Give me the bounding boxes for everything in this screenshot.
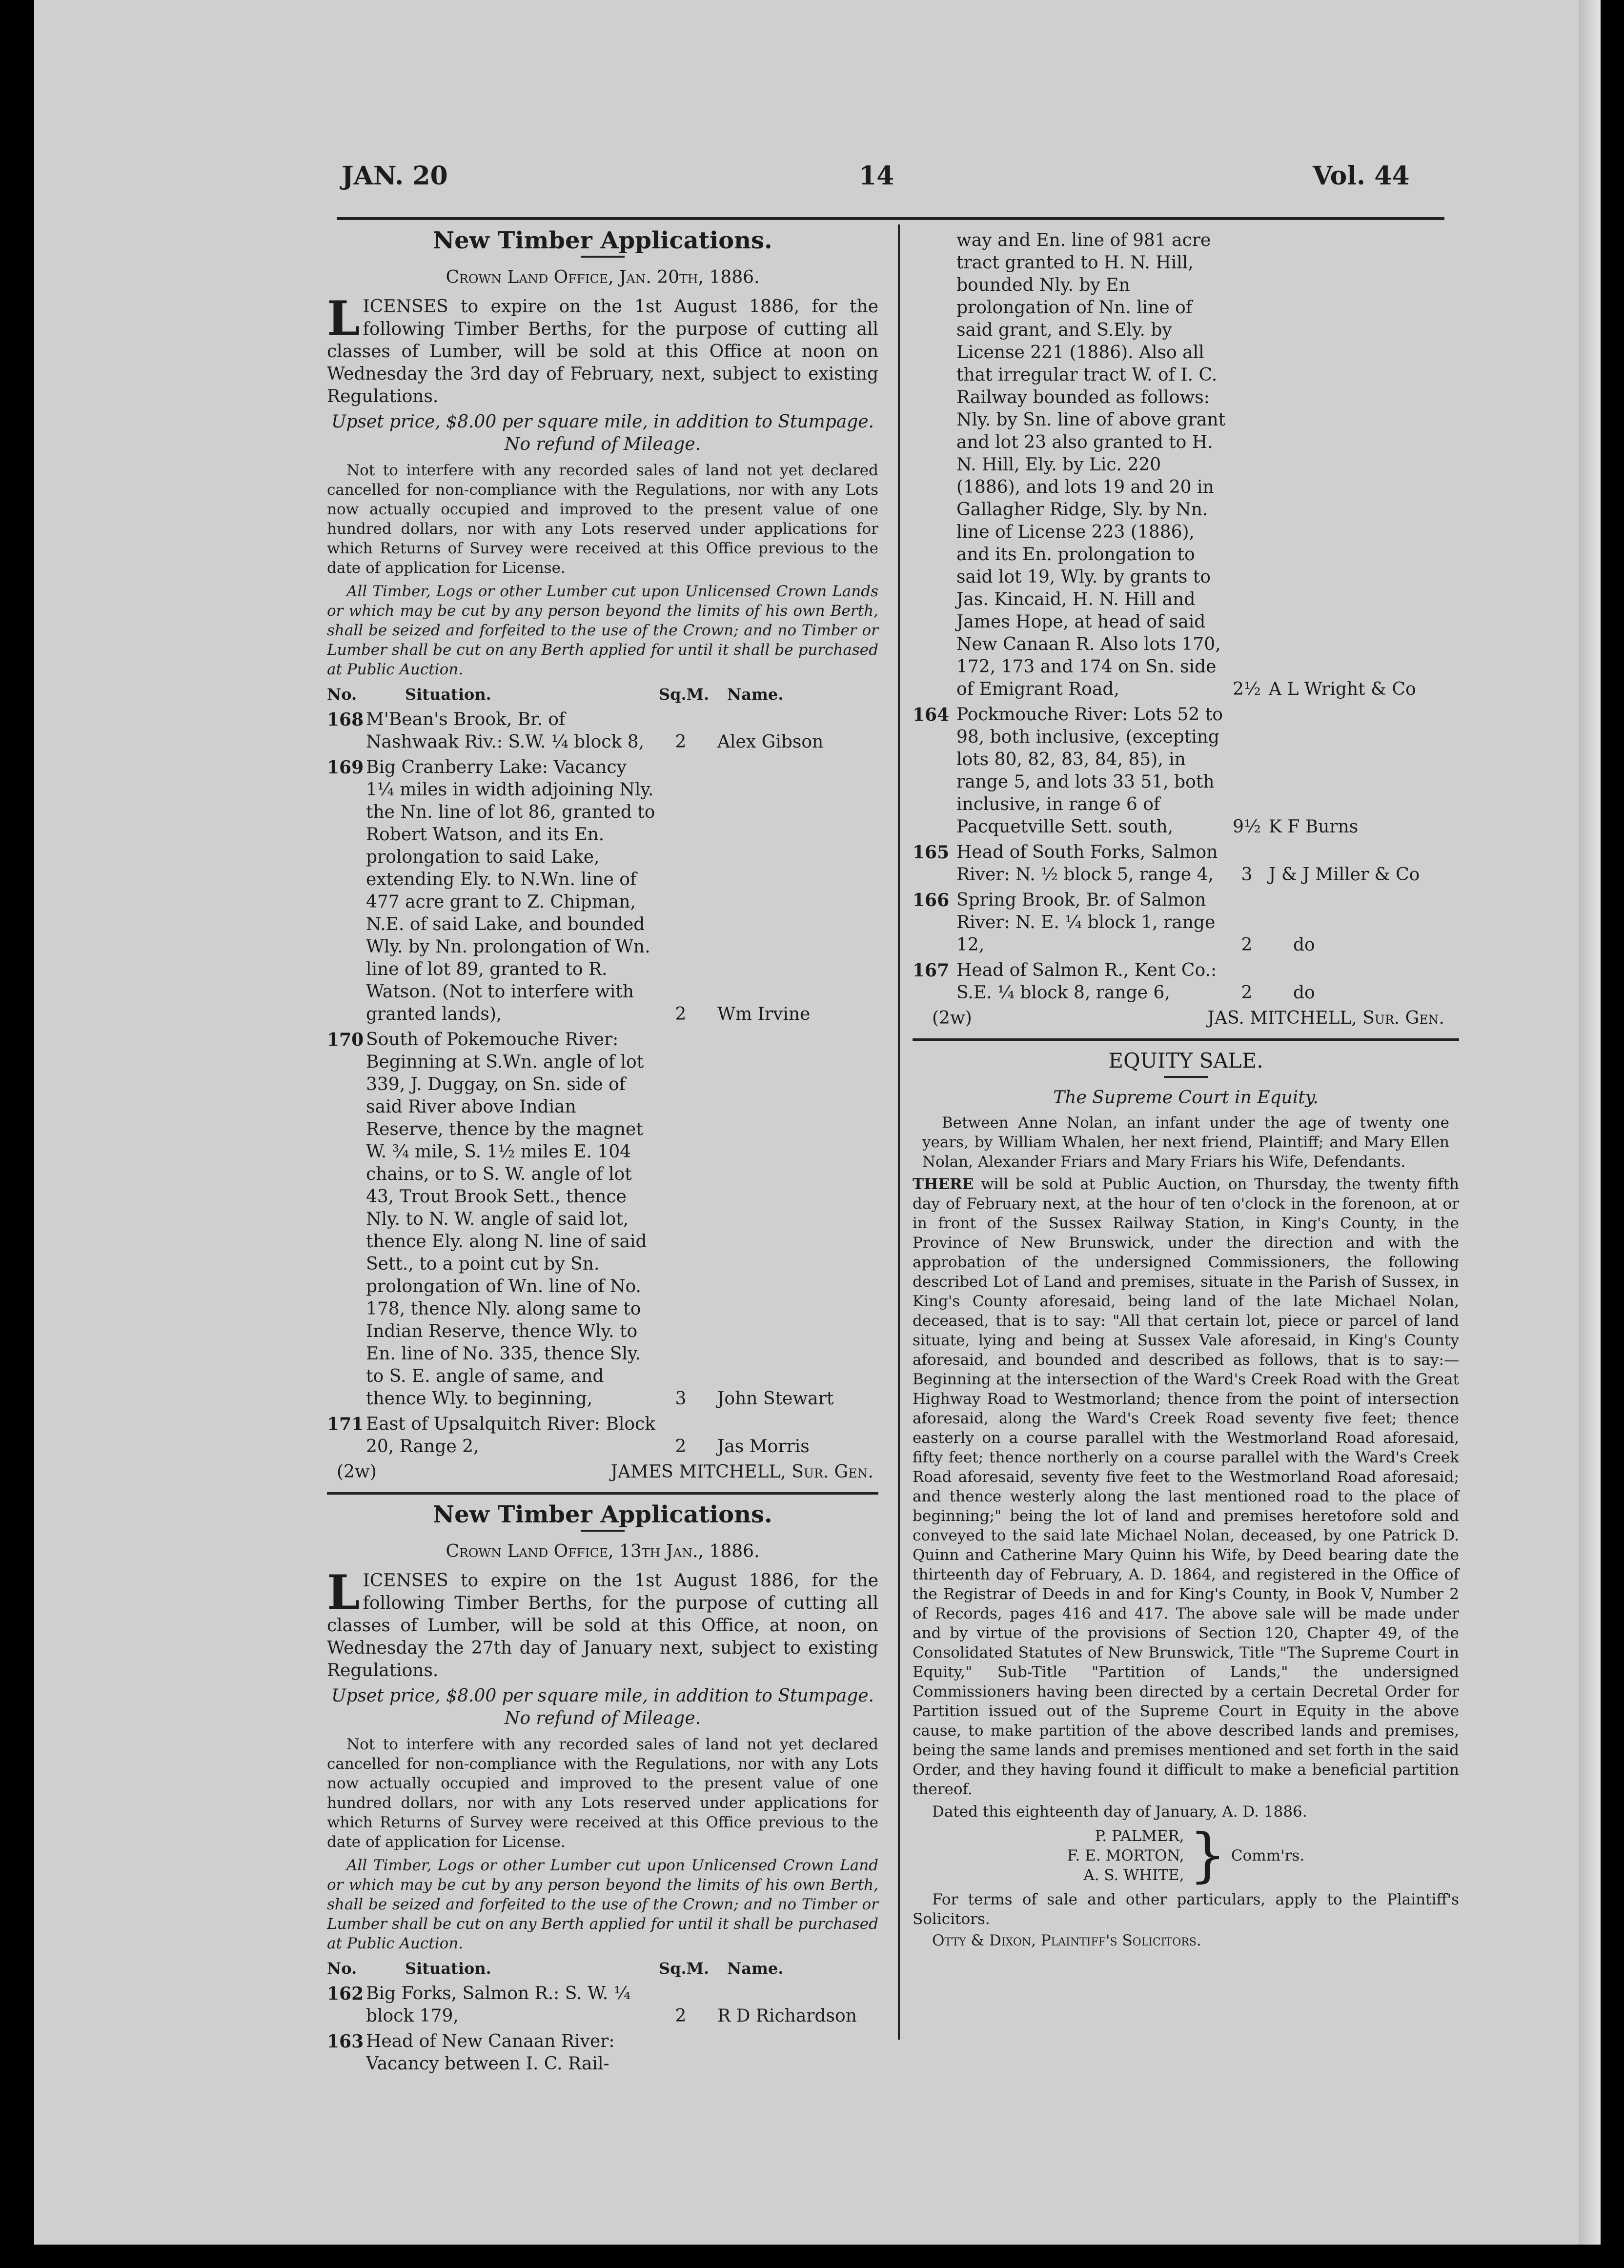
- sale-text: will be sold at Public Auction, on Thursday, the twenty fifth day of February next, at the hour of ten o'clock in the forenoon, at or in front of the Sussex Railway Station, in King's County, in the Province of New Brunswick, under the direction and with the approbation of the undersigned Commissioners, the following described Lot of Land and premises, situate in the Parish of Sussex, in King's County aforesaid, being land of the late Michael Nolan, deceased, that is to say: "All that certain lot, piece or parcel of land situate, lying and being at Sussex Vale aforesaid, in King's County aforesaid, and bounded and described as follows, that is to say:—Beginning at the intersection of the Ward's Creek Road with the Great Highway Road to Westmorland; thence from the point of intersection aforesaid, along the Ward's Creek Road seventy five feet; thence easterly on a course parallel with the Westmorland Road aforesaid, fifty feet; thence northerly on a course parallel with the Ward's Creek Road aforesaid, seventy five feet to the Westmorland Road aforesaid; and thence westerly along the last mentioned road to the place of beginning;" being the lot of land and premises heretofore sold and conveyed to the said late Michael Nolan, deceased, by one Patrick D. Quinn and Catherine Mary Quinn his Wife, by Deed bearing date the thirteenth day of February, A. D. 1864, and registered in the Office of the Registrar of Deeds in and for King's County, in Book V, Number 2 of Records, pages 416 and 417. The above sale will be made under and by virtue of the provisions of Section 120, Chapter 49, of the Consolidated Statutes of New Brunswick, Title "The Supreme Court in Equity," Sub-Title "Partition of Lands," the undersigned Commissioners having been directed by a certain Decretal Order for Partition issued out of the Supreme Court in Equity in the above cause, to make partition of the above described lands and premises, being the same lands and premises mentioned and set forth in the said Order, and they having found it difficult to make a beneficial partition thereof.: [913, 1175, 1459, 1798]
- header-volume: Vol. 44: [1313, 161, 1410, 191]
- col-name: Name.: [727, 685, 784, 704]
- col-sqm: Sq.M.: [659, 1959, 710, 1978]
- court-name: The Supreme Court in Equity.: [1053, 1088, 1319, 1108]
- table-row: 163 Head of New Canaan River: Vacancy between I. C. Rail-: [327, 2031, 615, 2074]
- sale-body: [913, 1174, 1459, 1799]
- signature-line: [327, 1461, 878, 1483]
- equity-sale: [913, 1050, 1459, 1950]
- signature-line: [913, 1007, 1459, 1030]
- col-situation: Situation.: [405, 1959, 491, 1978]
- intro-paragraph: [327, 291, 878, 408]
- signature: JAMES MITCHELL, Sur. Gen.: [610, 1462, 873, 1482]
- section-divider: [327, 1492, 878, 1495]
- commissioners-label: Comm'rs.: [1231, 1847, 1305, 1864]
- header-rule: [337, 217, 1444, 220]
- section-title: New Timber Applications.: [433, 227, 772, 254]
- table-row: 167 Head of Salmon R., Kent Co.: S.E. ¼ block 8, range 6, 2 do: [913, 960, 1315, 1003]
- commissioner: F. E. MORTON,: [1067, 1847, 1184, 1864]
- commissioner: P. PALMER,: [1095, 1827, 1184, 1845]
- intro-text: ICENSES to expire on the 1st August 1886, for the following Timber Berths, for the purpose of cutting all classes of Lumber, will be sold at this Office at noon on Wednesday the 3rd day of February, next, subject to existing Regulations.: [327, 297, 878, 406]
- right-column: [913, 229, 1459, 1950]
- table-row: 164 Pockmouche River: Lots 52 to 98, both inclusive, (excepting lots 80, 82, 83, 84, 85), in range 5, and lots 33 51, both inclusive, in range 6 of Pacquetville Sett. south, 9½ K F Burns: [913, 705, 1359, 837]
- dateline: Crown Land Office, Jan. 20th, 1886.: [446, 267, 760, 287]
- upset-price: Upset price, $8.00 per square mile, in addition to Stumpage.: [331, 412, 874, 432]
- table-row: 170 South of Pokemouche River: Beginning at S.Wn. angle of lot 339, J. Duggay, on Sn. side of said River above Indian Reserve, thence by the magnet W. ¾ mile, S. 1½ miles E. 104 chains, or to S. W. angle of lot 43, Trout Brook Sett., thence Nly. to N. W. angle of said lot, thence Ely. along N. line of said Sett., to a point cut by Sn. prolongation of Wn. line of No. 178, thence Nly. along same to Indian Reserve, thence Wly. to En. line of No. 335, thence Sly. to S. E. angle of same, and thence Wly. to beginning, 3 John Stewart: [327, 1030, 834, 1409]
- signature: JAS. MITCHELL, Sur. Gen.: [1207, 1008, 1444, 1028]
- col-no: No.: [327, 1959, 357, 1978]
- newspaper-page: [34, 0, 1601, 2245]
- intro-paragraph: [327, 1565, 878, 1682]
- notice-paragraph: Not to interfere with any recorded sales of land not yet declared cancelled for non-compliance with the Regulations, nor with any Lots now actually occupied and improved to the present value of one hundred dollars, nor with any Lots reserved under applications for which Returns of Survey were received at this Office previous to the date of application for License.: [327, 462, 878, 577]
- lead-word: THERE: [913, 1175, 974, 1193]
- table-row: 169 Big Cranberry Lake: Vacancy 1¼ miles in width adjoining Nly. the Nn. line of lot 86, granted to Robert Watson, and its En. prolongation to said Lake, extending Ely. to N.Wn. line of 477 acre grant to Z. Chipman, N.E. of said Lake, and bounded Wly. by Nn. prolongation of Wn. line of lot 89, granted to R. Watson. (Not to interfere with granted lands), 2 Wm Irvine: [327, 757, 811, 1024]
- commissioner-names: [1067, 1826, 1184, 1885]
- table-row: 165 Head of South Forks, Salmon River: N. ½ block 5, range 4, 3 J & J Miller & Co: [913, 842, 1420, 885]
- intro-text: ICENSES to expire on the 1st August 1886, for the following Timber Berths, for the purpose of cutting all classes of Lumber, will be sold at this Office, at noon, on Wednesday the 27th day of January next, subject to existing Regulations.: [327, 1571, 878, 1681]
- header-page-number: 14: [859, 161, 894, 191]
- page-fold-shadow: [1579, 0, 1601, 2245]
- drop-cap: L: [327, 1565, 360, 1620]
- commissioner: A. S. WHITE,: [1083, 1866, 1184, 1884]
- upset-price: Upset price, $8.00 per square mile, in addition to Stumpage.: [331, 1686, 874, 1706]
- table-row: 162 Big Forks, Salmon R.: S. W. ¼ block 179, 2 R D Richardson: [327, 1984, 857, 2026]
- warning-paragraph: All Timber, Logs or other Lumber cut upon Unlicensed Crown Land or which may be cut by any person beyond the limits of his own Berth, shall be seized and forfeited to the use of the Crown; and no Timber or Lumber shall be cut on any Berth applied for until it shall be purchased at Public Auction.: [327, 1857, 878, 1952]
- table-row-continued: way and En. line of 981 acre tract granted to H. N. Hill, bounded Nly. by En prolongation of Nn. line of said grant, and S.Ely. by License 221 (1886). Also all that irregular tract W. of I. C. Railway bounded as follows: Nly. by Sn. line of above grant and lot 23 also granted to H. N. Hill, Ely. by Lic. 220 (1886), and lots 19 and 20 in Gallagher Ridge, Sly. by Nn. line of License 223 (1886), and its En. prolongation to said lot 19, Wly. by grants to Jas. Kincaid, H. N. Hill and James Hope, at head of said New Canaan R. Also lots 170, 172, 173 and 174 on Sn. side of Emigrant Road, 2½ A L Wright & Co: [956, 230, 1416, 699]
- timber-applications-jan13: [327, 1503, 878, 2075]
- equity-title: EQUITY SALE.: [1108, 1049, 1263, 1073]
- section-title: New Timber Applications.: [433, 1501, 772, 1528]
- column-divider: [898, 224, 900, 2040]
- col-sqm: Sq.M.: [659, 685, 710, 704]
- no-refund: No refund of Mileage.: [504, 434, 701, 454]
- title-rule: [581, 256, 625, 258]
- section-divider: [913, 1038, 1459, 1041]
- insertion-mark: (2w): [337, 1462, 377, 1482]
- col-name: Name.: [727, 1959, 784, 1978]
- table-row: 166 Spring Brook, Br. of Salmon River: N. E. ¼ block 1, range 12, 2 do: [913, 890, 1315, 955]
- no-refund: No refund of Mileage.: [504, 1708, 701, 1728]
- parties: Between Anne Nolan, an infant under the age of twenty one years, by William Whalen, her next friend, Plaintiff; and Mary Ellen Nolan, Alexander Friars and Mary Friars his Wife, Defendants.: [922, 1114, 1449, 1171]
- table-header: [327, 683, 878, 706]
- table-header: [327, 1957, 878, 1980]
- solicitors-line: Otty & Dixon, Plaintiff's Solicitors.: [932, 1932, 1201, 1949]
- table-row: 171 East of Upsalquitch River: Block 20, Range 2, 2 Jas Morris: [327, 1414, 810, 1457]
- dated-line: Dated this eighteenth day of January, A. D. 1886.: [932, 1803, 1307, 1821]
- notice-paragraph: Not to interfere with any recorded sales of land not yet declared cancelled for non-compliance with the Regulations, nor with any Lots now actually occupied and improved to the present value of one hundred dollars, nor with any Lots reserved under applications for which Returns of Survey were received at this Office previous to the date of application for License.: [327, 1736, 878, 1851]
- title-rule: [1164, 1076, 1208, 1078]
- left-column: [327, 229, 878, 2075]
- header-date: JAN. 20: [342, 161, 448, 191]
- col-situation: Situation.: [405, 685, 491, 704]
- warning-paragraph: All Timber, Logs or other Lumber cut upon Unlicensed Crown Lands or which may be cut by any person beyond the limits of his own Berth, shall be seized and forfeited to the use of the Crown; and no Timber or Lumber shall be cut on any Berth applied for until it shall be purchased at Public Auction.: [327, 583, 878, 678]
- dateline: Crown Land Office, 13th Jan., 1886.: [446, 1541, 760, 1561]
- timber-applications-continued: [913, 229, 1459, 1030]
- terms-line: For terms of sale and other particulars, apply to the Plaintiff's Solicitors.: [913, 1891, 1459, 1928]
- title-rule: [581, 1530, 625, 1532]
- commissioners-block: [913, 1822, 1459, 1889]
- insertion-mark: (2w): [932, 1008, 972, 1028]
- brace-glyph: }: [1189, 1822, 1226, 1889]
- table-row: 168 M'Bean's Brook, Br. of Nashwaak Riv.: S.W. ¼ block 8, 2 Alex Gibson: [327, 709, 824, 752]
- drop-cap: L: [327, 291, 360, 346]
- col-no: No.: [327, 685, 357, 704]
- timber-applications-jan20: [327, 229, 878, 1483]
